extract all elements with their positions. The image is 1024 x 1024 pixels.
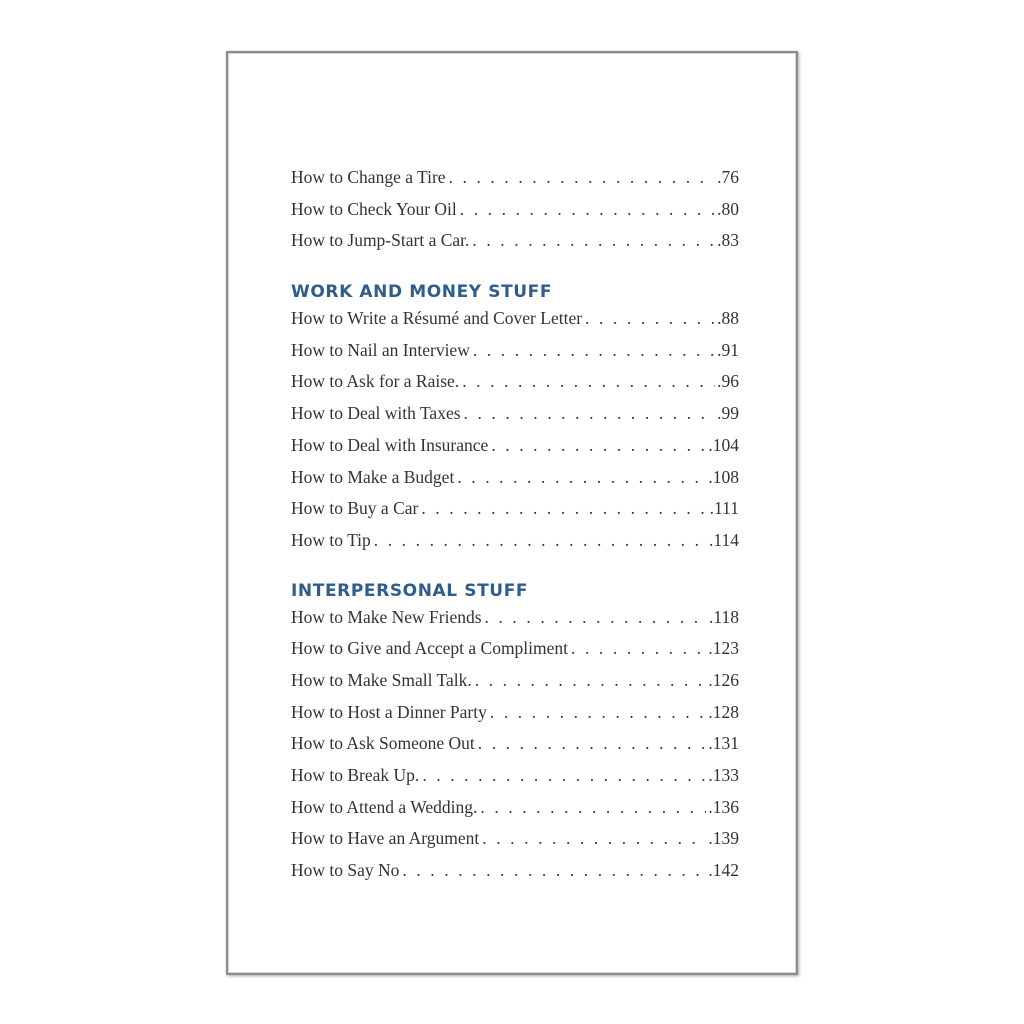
toc-entry-page: .128 [708,701,739,722]
dot-leader [460,199,715,220]
dot-leader [472,230,715,251]
dot-leader [402,860,706,881]
toc-entry-page: .88 [717,308,739,329]
dot-leader [374,530,707,551]
toc-entry-page: .99 [717,403,739,424]
toc-entry-title: How to Say No [291,860,400,881]
toc-entry-page: .108 [708,466,739,487]
dot-leader [473,340,715,361]
toc-entry[interactable] [291,607,739,639]
dot-leader [571,638,706,659]
toc-entry[interactable] [291,860,739,892]
dot-leader [490,702,706,723]
toc-entry[interactable] [291,435,739,467]
toc-entry[interactable] [291,199,739,231]
dot-leader [491,435,706,456]
toc-entry-title: How to Have an Argument [291,828,480,849]
toc-entry-title: How to Ask for a Raise. [291,371,460,392]
toc-entry[interactable] [291,467,739,499]
table-of-contents [291,167,739,892]
toc-entry-page: .133 [708,765,739,785]
dot-leader [485,607,707,628]
toc-entry-title: How to Ask Someone Out [291,733,475,754]
toc-entry[interactable] [291,733,739,765]
dot-leader [462,371,715,392]
toc-entry-title: How to Break Up. [291,765,420,785]
dot-leader [421,498,707,519]
dot-leader [585,308,715,329]
toc-entry-title: How to Nail an Interview [291,339,470,360]
section-heading: INTERPERSONAL STUFF [291,580,529,601]
dot-leader [457,467,706,488]
toc-entry-page: .118 [709,606,739,627]
toc-entry[interactable] [291,498,739,530]
toc-entry-title: How to Attend a Wedding. [291,796,478,817]
toc-entry[interactable] [291,230,739,262]
toc-entry-title: How to Check Your Oil [291,198,457,219]
toc-entry[interactable] [291,308,739,340]
toc-section-work-and-money [291,277,739,562]
toc-entry-title: How to Jump-Start a Car. [291,230,470,251]
dot-leader [449,167,716,188]
section-spacer [291,262,739,277]
dot-leader [482,828,706,849]
toc-entry-title: How to Deal with Insurance [291,434,489,455]
toc-entry-page: .136 [708,796,739,817]
toc-entry-page: .76 [717,167,739,187]
toc-entry-page: .83 [717,230,739,251]
toc-entry-title: How to Host a Dinner Party [291,701,487,722]
dot-leader [480,797,706,818]
dot-leader [478,733,707,754]
toc-entry[interactable] [291,765,739,797]
toc-entry-page: .114 [709,529,739,550]
toc-entry[interactable] [291,670,739,702]
toc-entry-title: How to Tip [291,529,371,550]
toc-entry-title: How to Make Small Talk. [291,669,472,690]
toc-entry-title: How to Give and Accept a Compliment [291,638,569,659]
toc-entry[interactable] [291,828,739,860]
toc-entry-title: How to Deal with Taxes [291,403,461,424]
section-heading: WORK AND MONEY STUFF [291,282,553,303]
toc-entry-page: .80 [717,198,739,219]
toc-entry-page: .111 [709,498,739,519]
toc-entry-title: How to Change a Tire [291,167,446,187]
toc-entry-page: .123 [708,638,739,659]
toc-entry[interactable] [291,702,739,734]
toc-entry-title: How to Buy a Car [291,498,419,519]
toc-entry-page: .104 [708,434,739,455]
toc-entry-title: How to Make a Budget [291,466,455,487]
toc-entry-page: .91 [717,339,739,360]
dot-leader [422,765,706,786]
toc-entry[interactable] [291,530,739,562]
toc-entry[interactable] [291,340,739,372]
section-spacer [291,562,739,576]
toc-entry[interactable] [291,167,739,199]
dot-leader [464,403,716,424]
toc-entry-title: How to Write a Résumé and Cover Letter [291,308,583,329]
toc-entry-page: .131 [708,733,739,754]
toc-entry-page: .139 [708,828,739,849]
toc-section-interpersonal [291,576,739,892]
toc-entry-page: .96 [717,371,739,392]
toc-entry-page: .126 [708,669,739,690]
book-page [226,51,798,975]
toc-entry[interactable] [291,403,739,435]
toc-entry-page: .142 [708,860,739,881]
toc-entry[interactable] [291,797,739,829]
toc-entry[interactable] [291,371,739,403]
dot-leader [475,670,707,691]
toc-entry-title: How to Make New Friends [291,606,482,627]
toc-entry[interactable] [291,638,739,670]
